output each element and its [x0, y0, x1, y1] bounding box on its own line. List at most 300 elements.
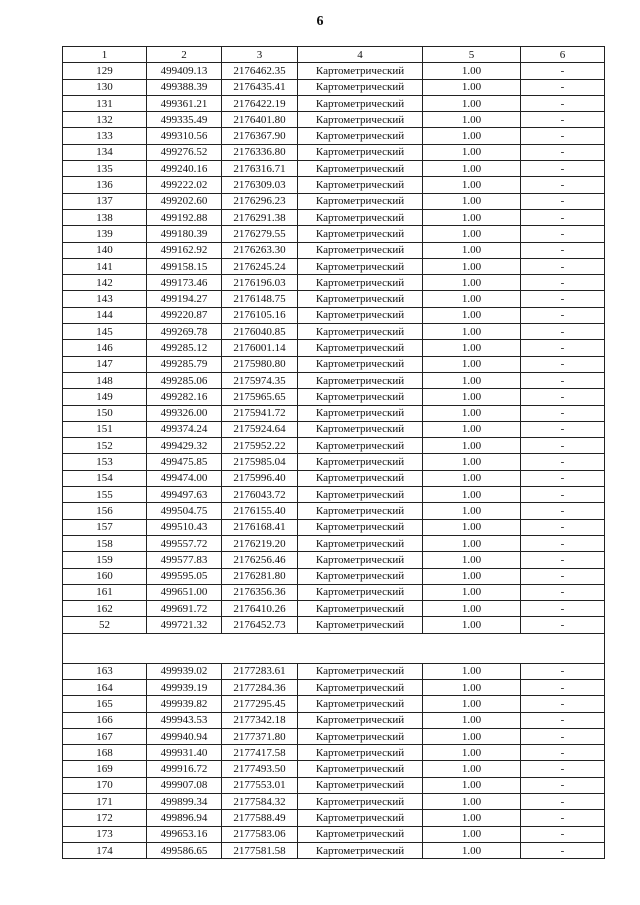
table-cell: 150: [63, 405, 147, 421]
header-cell: 5: [423, 47, 521, 63]
table-row: [63, 552, 605, 568]
table-cell: -: [521, 745, 605, 761]
table-cell: -: [521, 679, 605, 695]
table-cell: 499497.63: [147, 487, 222, 503]
table-cell: 1.00: [423, 144, 521, 160]
table-cell: 2176196.03: [222, 275, 298, 291]
table-cell: Картометрический: [298, 307, 423, 323]
table-cell: 499916.72: [147, 761, 222, 777]
table-cell: 499557.72: [147, 535, 222, 551]
table-cell: 167: [63, 728, 147, 744]
table-cell: Картометрический: [298, 209, 423, 225]
table-cell: 2176356.36: [222, 584, 298, 600]
table-cell: 129: [63, 63, 147, 79]
table-cell: Картометрический: [298, 696, 423, 712]
table-cell: 499158.15: [147, 258, 222, 274]
table-cell: -: [521, 324, 605, 340]
header-cell: 1: [63, 47, 147, 63]
table-cell: -: [521, 128, 605, 144]
table-cell: 162: [63, 601, 147, 617]
table-cell: 1.00: [423, 193, 521, 209]
table-cell: Картометрический: [298, 745, 423, 761]
coordinates-table: [62, 46, 605, 859]
table-cell: Картометрический: [298, 421, 423, 437]
table-cell: 1.00: [423, 242, 521, 258]
table-cell: 499899.34: [147, 794, 222, 810]
table-row: [63, 842, 605, 858]
table-cell: 1.00: [423, 356, 521, 372]
table-row: [63, 209, 605, 225]
table-cell: 2176001.14: [222, 340, 298, 356]
table-cell: Картометрический: [298, 519, 423, 535]
table-cell: -: [521, 842, 605, 858]
table-cell: Картометрический: [298, 291, 423, 307]
table-cell: Картометрический: [298, 112, 423, 128]
table-cell: 1.00: [423, 745, 521, 761]
table-cell: -: [521, 95, 605, 111]
table-cell: Картометрический: [298, 761, 423, 777]
table-cell: 1.00: [423, 389, 521, 405]
table-cell: 2176263.30: [222, 242, 298, 258]
table-cell: 1.00: [423, 112, 521, 128]
table-cell: 158: [63, 535, 147, 551]
table-cell: 1.00: [423, 95, 521, 111]
table-cell: 1.00: [423, 454, 521, 470]
table-row: [63, 144, 605, 160]
table-row: [63, 372, 605, 388]
table-row: [63, 696, 605, 712]
header-cell: 3: [222, 47, 298, 63]
table-cell: 1.00: [423, 161, 521, 177]
table-cell: Картометрический: [298, 226, 423, 242]
table-cell: 2175941.72: [222, 405, 298, 421]
table-cell: 172: [63, 810, 147, 826]
table-cell: 499162.92: [147, 242, 222, 258]
table-row: [63, 826, 605, 842]
table-row: [63, 421, 605, 437]
table-cell: 1.00: [423, 584, 521, 600]
table-cell: 2176410.26: [222, 601, 298, 617]
table-cell: 499192.88: [147, 209, 222, 225]
table-row: [63, 128, 605, 144]
table-cell: -: [521, 193, 605, 209]
table-cell: -: [521, 810, 605, 826]
table-cell: 171: [63, 794, 147, 810]
table-row: [63, 794, 605, 810]
table-row: [63, 177, 605, 193]
table-cell: 499282.16: [147, 389, 222, 405]
table-cell: 144: [63, 307, 147, 323]
table-cell: 2175952.22: [222, 438, 298, 454]
table-cell: 499939.82: [147, 696, 222, 712]
table-cell: 499896.94: [147, 810, 222, 826]
table-cell: Картометрический: [298, 794, 423, 810]
table-cell: Картометрический: [298, 777, 423, 793]
table-cell: 137: [63, 193, 147, 209]
table-cell: 499173.46: [147, 275, 222, 291]
table-cell: Картометрический: [298, 193, 423, 209]
table-row: [63, 745, 605, 761]
table-cell: -: [521, 63, 605, 79]
table-cell: -: [521, 112, 605, 128]
table-cell: 499474.00: [147, 470, 222, 486]
table-cell: 141: [63, 258, 147, 274]
table-cell: 499335.49: [147, 112, 222, 128]
table-cell: 499180.39: [147, 226, 222, 242]
table-cell: 1.00: [423, 372, 521, 388]
table-row: [63, 275, 605, 291]
table-row: [63, 112, 605, 128]
table-cell: Картометрический: [298, 258, 423, 274]
table-cell: 499269.78: [147, 324, 222, 340]
table-row: [63, 470, 605, 486]
table-cell: 163: [63, 663, 147, 679]
table-cell: 1.00: [423, 568, 521, 584]
table-cell: Картометрический: [298, 842, 423, 858]
table-cell: -: [521, 177, 605, 193]
table-cell: 1.00: [423, 63, 521, 79]
table-cell: 2176155.40: [222, 503, 298, 519]
table-row: [63, 568, 605, 584]
table-cell: -: [521, 519, 605, 535]
table-cell: 142: [63, 275, 147, 291]
table-cell: 499220.87: [147, 307, 222, 323]
table-cell: 173: [63, 826, 147, 842]
table-cell: 1.00: [423, 421, 521, 437]
table-cell: 1.00: [423, 487, 521, 503]
table-cell: 499907.08: [147, 777, 222, 793]
table-cell: 2175974.35: [222, 372, 298, 388]
table-cell: -: [521, 601, 605, 617]
table-cell: 2176452.73: [222, 617, 298, 633]
table-row: [63, 663, 605, 679]
table-cell: -: [521, 617, 605, 633]
table-cell: 168: [63, 745, 147, 761]
table-body-group1: [63, 63, 605, 633]
blank-separator-row: [63, 633, 605, 663]
table-cell: 2176168.41: [222, 519, 298, 535]
table-row: [63, 242, 605, 258]
table-cell: 1.00: [423, 842, 521, 858]
table-cell: 499475.85: [147, 454, 222, 470]
blank-cell: [63, 633, 605, 663]
table-cell: 153: [63, 454, 147, 470]
table-cell: -: [521, 242, 605, 258]
header-row: [63, 47, 605, 63]
table-cell: 136: [63, 177, 147, 193]
table-cell: -: [521, 144, 605, 160]
table-cell: Картометрический: [298, 405, 423, 421]
table-cell: 499653.16: [147, 826, 222, 842]
table-cell: -: [521, 275, 605, 291]
table-cell: 138: [63, 209, 147, 225]
table-cell: -: [521, 356, 605, 372]
table-row: [63, 487, 605, 503]
table-cell: 1.00: [423, 438, 521, 454]
table-cell: 499939.19: [147, 679, 222, 695]
table-cell: 2177583.06: [222, 826, 298, 842]
table-cell: 2175965.65: [222, 389, 298, 405]
table-cell: 154: [63, 470, 147, 486]
table-cell: 1.00: [423, 535, 521, 551]
table-cell: 165: [63, 696, 147, 712]
table-cell: 2176336.80: [222, 144, 298, 160]
table-row: [63, 712, 605, 728]
table-cell: 2176316.71: [222, 161, 298, 177]
table-row: [63, 95, 605, 111]
table-cell: Картометрический: [298, 679, 423, 695]
table-cell: 143: [63, 291, 147, 307]
table-cell: 2175980.80: [222, 356, 298, 372]
table-body-group2: [63, 663, 605, 859]
table-cell: -: [521, 372, 605, 388]
table-cell: 2177588.49: [222, 810, 298, 826]
table-cell: -: [521, 535, 605, 551]
table-cell: 2177284.36: [222, 679, 298, 695]
table-cell: 2176256.46: [222, 552, 298, 568]
table-cell: 1.00: [423, 601, 521, 617]
table-cell: 2177581.58: [222, 842, 298, 858]
table-cell: 499651.00: [147, 584, 222, 600]
table-cell: 149: [63, 389, 147, 405]
table-cell: 499388.39: [147, 79, 222, 95]
table-row: [63, 617, 605, 633]
table-cell: 1.00: [423, 324, 521, 340]
table-row: [63, 79, 605, 95]
table-row: [63, 307, 605, 323]
table-row: [63, 503, 605, 519]
table-cell: 148: [63, 372, 147, 388]
table-cell: 2176401.80: [222, 112, 298, 128]
header-cell: 2: [147, 47, 222, 63]
table-cell: 499276.52: [147, 144, 222, 160]
table-cell: 2177417.58: [222, 745, 298, 761]
table-cell: 1.00: [423, 519, 521, 535]
table-cell: 499691.72: [147, 601, 222, 617]
table-cell: Картометрический: [298, 728, 423, 744]
table-cell: 157: [63, 519, 147, 535]
table-cell: 499374.24: [147, 421, 222, 437]
table-cell: 1.00: [423, 405, 521, 421]
table-cell: -: [521, 405, 605, 421]
table-cell: Картометрический: [298, 242, 423, 258]
table-row: [63, 679, 605, 695]
table-row: [63, 226, 605, 242]
table-cell: -: [521, 340, 605, 356]
table-cell: 2177371.80: [222, 728, 298, 744]
table-cell: 1.00: [423, 79, 521, 95]
table-cell: 147: [63, 356, 147, 372]
table-cell: 1.00: [423, 470, 521, 486]
table-cell: Картометрический: [298, 79, 423, 95]
table-cell: Картометрический: [298, 535, 423, 551]
table-cell: 2176422.19: [222, 95, 298, 111]
table-cell: Картометрический: [298, 324, 423, 340]
table-cell: 2176281.80: [222, 568, 298, 584]
table-cell: 1.00: [423, 128, 521, 144]
header-cell: 6: [521, 47, 605, 63]
table-row: [63, 454, 605, 470]
table-cell: 1.00: [423, 794, 521, 810]
table-cell: 1.00: [423, 810, 521, 826]
table-cell: 1.00: [423, 679, 521, 695]
table-row: [63, 161, 605, 177]
table-row: [63, 340, 605, 356]
table-cell: 499285.79: [147, 356, 222, 372]
table-cell: 159: [63, 552, 147, 568]
table-cell: -: [521, 79, 605, 95]
table-cell: 140: [63, 242, 147, 258]
table-cell: 131: [63, 95, 147, 111]
table-cell: 1.00: [423, 503, 521, 519]
table-cell: 499939.02: [147, 663, 222, 679]
table-cell: 2176219.20: [222, 535, 298, 551]
table-cell: -: [521, 226, 605, 242]
table-cell: -: [521, 552, 605, 568]
table-cell: 2176435.41: [222, 79, 298, 95]
table-cell: 1.00: [423, 826, 521, 842]
table-cell: 2176105.16: [222, 307, 298, 323]
table-cell: 499577.83: [147, 552, 222, 568]
table-row: [63, 324, 605, 340]
table-cell: 499931.40: [147, 745, 222, 761]
table-cell: 166: [63, 712, 147, 728]
table-cell: 146: [63, 340, 147, 356]
table-cell: 170: [63, 777, 147, 793]
table-cell: 155: [63, 487, 147, 503]
table-row: [63, 405, 605, 421]
table-cell: 499361.21: [147, 95, 222, 111]
table-cell: Картометрический: [298, 161, 423, 177]
table-cell: 2176245.24: [222, 258, 298, 274]
table-cell: 2177295.45: [222, 696, 298, 712]
table-cell: Картометрический: [298, 712, 423, 728]
table-cell: Картометрический: [298, 568, 423, 584]
table-cell: -: [521, 696, 605, 712]
table-cell: -: [521, 487, 605, 503]
table-cell: 1.00: [423, 307, 521, 323]
table-cell: 1.00: [423, 777, 521, 793]
table-cell: 145: [63, 324, 147, 340]
table-cell: 2176367.90: [222, 128, 298, 144]
table-cell: 2175924.64: [222, 421, 298, 437]
table-cell: Картометрический: [298, 470, 423, 486]
table-cell: Картометрический: [298, 601, 423, 617]
table-cell: 2177553.01: [222, 777, 298, 793]
table-cell: -: [521, 568, 605, 584]
table-cell: 1.00: [423, 177, 521, 193]
table-cell: 499285.12: [147, 340, 222, 356]
table-cell: 499940.94: [147, 728, 222, 744]
table-row: [63, 777, 605, 793]
table-cell: 499586.65: [147, 842, 222, 858]
table-cell: -: [521, 258, 605, 274]
table-cell: 2176291.38: [222, 209, 298, 225]
table-cell: 151: [63, 421, 147, 437]
table-cell: Картометрический: [298, 63, 423, 79]
table-cell: Картометрический: [298, 275, 423, 291]
table-cell: 499429.32: [147, 438, 222, 454]
table-row: [63, 291, 605, 307]
table-cell: 132: [63, 112, 147, 128]
table-cell: 1.00: [423, 728, 521, 744]
table-row: [63, 728, 605, 744]
table-cell: -: [521, 761, 605, 777]
table-cell: 2176043.72: [222, 487, 298, 503]
table-cell: 1.00: [423, 340, 521, 356]
table-cell: 499326.00: [147, 405, 222, 421]
table-cell: 2176309.03: [222, 177, 298, 193]
table-cell: -: [521, 794, 605, 810]
table-cell: 2177584.32: [222, 794, 298, 810]
table-cell: -: [521, 307, 605, 323]
table-row: [63, 438, 605, 454]
table-cell: 2177342.18: [222, 712, 298, 728]
table-cell: 499194.27: [147, 291, 222, 307]
table-cell: -: [521, 389, 605, 405]
table-cell: 161: [63, 584, 147, 600]
table-cell: -: [521, 161, 605, 177]
table-cell: Картометрический: [298, 810, 423, 826]
table-row: [63, 601, 605, 617]
table-cell: 499240.16: [147, 161, 222, 177]
table-cell: 1.00: [423, 696, 521, 712]
table-row: [63, 389, 605, 405]
table-cell: 499285.06: [147, 372, 222, 388]
table-cell: 133: [63, 128, 147, 144]
table-cell: 1.00: [423, 712, 521, 728]
table-cell: 130: [63, 79, 147, 95]
table-cell: Картометрический: [298, 552, 423, 568]
table-cell: 1.00: [423, 761, 521, 777]
table-cell: -: [521, 712, 605, 728]
table-cell: 499595.05: [147, 568, 222, 584]
table-cell: 2176279.55: [222, 226, 298, 242]
table-cell: 134: [63, 144, 147, 160]
table-cell: 2175985.04: [222, 454, 298, 470]
table-cell: -: [521, 777, 605, 793]
table-cell: 2177493.50: [222, 761, 298, 777]
table-cell: 2176296.23: [222, 193, 298, 209]
table-cell: 1.00: [423, 226, 521, 242]
table-cell: Картометрический: [298, 487, 423, 503]
table-cell: 52: [63, 617, 147, 633]
table-row: [63, 356, 605, 372]
table-cell: -: [521, 728, 605, 744]
table-cell: 152: [63, 438, 147, 454]
table-cell: 1.00: [423, 663, 521, 679]
page-number: 6: [316, 14, 324, 29]
table-cell: 2175996.40: [222, 470, 298, 486]
table-row: [63, 761, 605, 777]
table-cell: -: [521, 584, 605, 600]
table-cell: 156: [63, 503, 147, 519]
table-row: [63, 810, 605, 826]
header-cell: 4: [298, 47, 423, 63]
table-cell: -: [521, 209, 605, 225]
table-cell: 499310.56: [147, 128, 222, 144]
table-cell: Картометрический: [298, 128, 423, 144]
table-cell: 1.00: [423, 209, 521, 225]
table-cell: 139: [63, 226, 147, 242]
table-cell: -: [521, 826, 605, 842]
table-cell: Картометрический: [298, 389, 423, 405]
table-cell: 2177283.61: [222, 663, 298, 679]
table-cell: 1.00: [423, 291, 521, 307]
table-cell: -: [521, 503, 605, 519]
table-cell: Картометрический: [298, 340, 423, 356]
table-cell: Картометрический: [298, 438, 423, 454]
